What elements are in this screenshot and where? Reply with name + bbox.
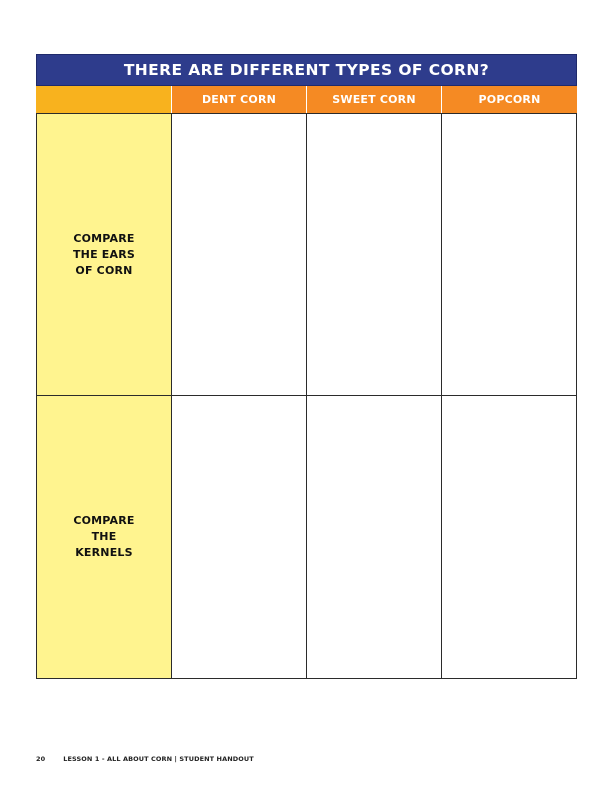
page-number: 20 bbox=[36, 755, 46, 763]
comparison-table bbox=[36, 113, 577, 679]
column-header-sweet-corn: SWEET CORN bbox=[307, 86, 442, 113]
row-label-ears: COMPARE THE EARS OF CORN bbox=[72, 231, 136, 277]
row-label-cell-ears bbox=[37, 114, 172, 396]
answer-cell-kernels-dent[interactable] bbox=[172, 396, 307, 678]
answer-cell-ears-sweet[interactable] bbox=[307, 114, 442, 396]
answer-cell-ears-popcorn[interactable] bbox=[442, 114, 576, 396]
worksheet-title: THERE ARE DIFFERENT TYPES OF CORN? bbox=[36, 54, 577, 86]
footer-text: LESSON 1 - ALL ABOUT CORN | STUDENT HANDOUT bbox=[63, 755, 254, 763]
column-header-popcorn: POPCORN bbox=[442, 86, 577, 113]
column-header-dent-corn: DENT CORN bbox=[172, 86, 307, 113]
answer-cell-kernels-popcorn[interactable] bbox=[442, 396, 576, 678]
answer-cell-ears-dent[interactable] bbox=[172, 114, 307, 396]
row-label-cell-kernels bbox=[37, 396, 172, 678]
answer-cell-kernels-sweet[interactable] bbox=[307, 396, 442, 678]
page-footer bbox=[36, 755, 254, 763]
header-corner-cell bbox=[36, 86, 172, 113]
row-label-kernels: COMPARE THE KERNELS bbox=[73, 514, 135, 559]
column-header-row bbox=[36, 86, 577, 113]
